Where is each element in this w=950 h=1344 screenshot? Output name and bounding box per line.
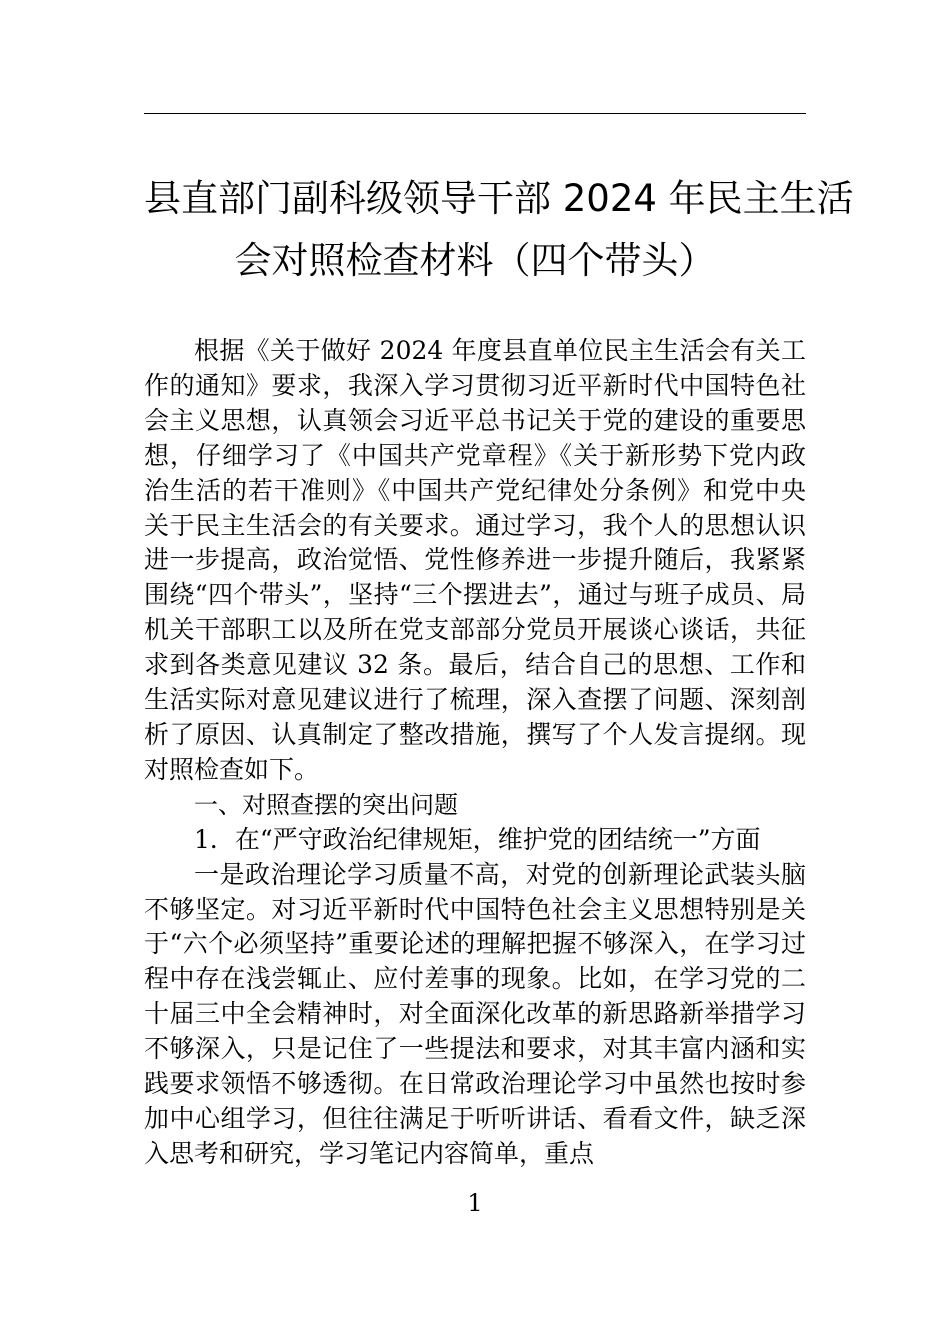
- section-heading: 一、对照查摆的突出问题: [194, 790, 458, 819]
- document-title: [144, 168, 854, 292]
- document-body: [144, 334, 806, 1172]
- intro-paragraph: 根据《关于做好 2024 年度县直单位民主生活会有关工作的通知》要求，我深入学习贯彻习近平新时代中国特色社会主义思想，认真领会习近平总书记关于党的建设的重要思想，仔细学习了《中国共产党章程》《关于新形势下党内政治生活的若干准则》《中国共产党纪律处分条例》和党中央关于民主生活会的有关要求。通过学习，我个人的思想认识进一步提高，政治觉悟、党性修养进一步提升随后，我紧紧围绕“四个带头”，坚持“三个摆进去”，通过与班子成员、局机关干部职工以及所在党支部部分党员开展谈心谈话，共征求到各类意见建议 32 条。最后，结合自己的思想、工作和生活实际对意见建议进行了梳理，深入查摆了问题、深刻剖析了原因、认真制定了整改措施，撰写了个人发言提纲。现对照检查如下。: [144, 336, 806, 784]
- body-paragraph: 一是政治理论学习质量不高，对党的创新理论武装头脑不够坚定。对习近平新时代中国特色社会主义思想特别是关于“六个必须坚持”重要论述的理解把握不够深入，在学习过程中存在浅尝辄止、应付差事的现象。比如，在学习党的二十届三中全会精神时，对全面深化改革的新思路新举措学习不够深入，只是记住了一些提法和要求，对其丰富内涵和实践要求领悟不够透彻。在日常政治理论学习中虽然也按时参加中心组学习，但往往满足于听听讲话、看看文件，缺乏深入思考和研究，学习笔记内容简单，重点: [144, 859, 806, 1168]
- page-number: 1: [467, 1189, 483, 1217]
- title-line-2: 会对照检查材料（四个带头）: [234, 239, 716, 282]
- subsection-heading: 1．在“严守政治纪律规矩，维护党的团结统一”方面: [194, 824, 761, 854]
- header-rule: [144, 113, 806, 114]
- title-line-1: 县直部门副科级领导干部 2024 年民主生活: [144, 177, 854, 220]
